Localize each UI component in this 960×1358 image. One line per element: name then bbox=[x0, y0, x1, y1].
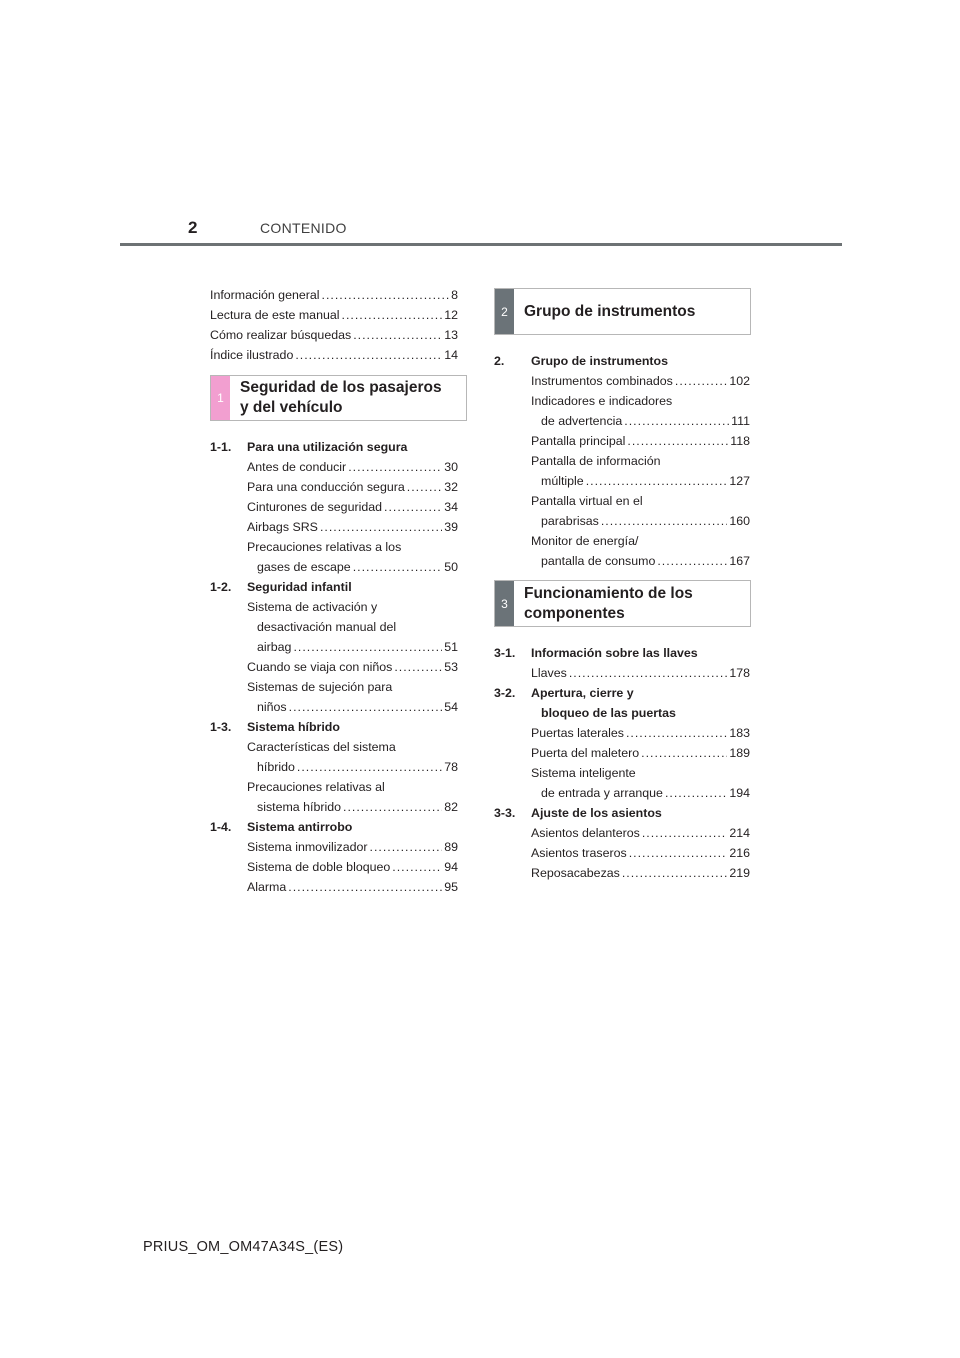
toc-group-1-3 bbox=[210, 717, 458, 817]
toc-entry[interactable]: Pantalla principal ..... 118 bbox=[531, 431, 750, 451]
page-header bbox=[120, 214, 842, 248]
toc-entry[interactable]: Instrumentos combinados ..... 102 bbox=[531, 371, 750, 391]
toc-group-3-1 bbox=[494, 643, 750, 683]
toc-entry[interactable]: Reposacabezas ..... 219 bbox=[531, 863, 750, 883]
document-code: PRIUS_OM_OM47A34S_(ES) bbox=[143, 1239, 344, 1255]
toc-entry[interactable]: Pantalla virtual en el parabrisas ..... 160 bbox=[531, 491, 750, 531]
toc-entry[interactable]: Cuando se viaja con niños ..... 53 bbox=[247, 657, 458, 677]
toc-entry[interactable]: Cinturones de seguridad ..... 34 bbox=[247, 497, 458, 517]
toc-entry[interactable]: Monitor de energía/ pantalla de consumo ..... 167 bbox=[531, 531, 750, 571]
toc-group-3-2 bbox=[494, 683, 750, 803]
toc-entry[interactable]: Cómo realizar búsquedas ..... 13 bbox=[210, 325, 458, 345]
section-tab-2: 2 bbox=[495, 289, 514, 334]
toc-entry[interactable]: Sistemas de sujeción para niños ..... 54 bbox=[247, 677, 458, 717]
toc-entry[interactable]: Asientos delanteros ..... 214 bbox=[531, 823, 750, 843]
section-tab-1: 1 bbox=[211, 376, 230, 420]
toc-entry[interactable]: Sistema inmovilizador ..... 89 bbox=[247, 837, 458, 857]
toc-group-1-2 bbox=[210, 577, 458, 717]
toc-entry[interactable]: Índice ilustrado ..... 14 bbox=[210, 345, 458, 365]
subsection-heading[interactable]: 3-3. Ajuste de los asientos bbox=[494, 806, 662, 820]
toc-entry[interactable]: Lectura de este manual ..... 12 bbox=[210, 305, 458, 325]
section-tab-3: 3 bbox=[495, 581, 514, 626]
subsection-heading[interactable]: 3-2. Apertura, cierre y bloqueo de las puertas bbox=[494, 686, 676, 720]
toc-entry[interactable]: Asientos traseros ..... 216 bbox=[531, 843, 750, 863]
subsection-heading[interactable]: 2. Grupo de instrumentos bbox=[494, 354, 668, 368]
toc-entry[interactable]: Puerta del maletero ..... 189 bbox=[531, 743, 750, 763]
toc-entry[interactable]: Alarma ..... 95 bbox=[247, 877, 458, 897]
toc-entry[interactable]: Precauciones relativas al sistema híbrido ..... 82 bbox=[247, 777, 458, 817]
toc-entry[interactable]: Puertas laterales ..... 183 bbox=[531, 723, 750, 743]
toc-entry[interactable]: Indicadores e indicadores de advertencia ..... 111 bbox=[531, 391, 750, 431]
subsection-heading[interactable]: 1-4. Sistema antirrobo bbox=[210, 820, 353, 834]
section-title-3: Funcionamiento de los componentes bbox=[524, 584, 693, 622]
section-title-1: Seguridad de los pasajeros y del vehículo bbox=[240, 379, 442, 416]
toc-entry[interactable]: Características del sistema híbrido ..... 78 bbox=[247, 737, 458, 777]
toc-entry[interactable]: Antes de conducir ..... 30 bbox=[247, 457, 458, 477]
toc-right-column bbox=[494, 288, 750, 883]
toc-group-1-4 bbox=[210, 817, 458, 897]
toc-entry[interactable]: Para una conducción segura ..... 32 bbox=[247, 477, 458, 497]
subsection-heading[interactable]: 1-2. Seguridad infantil bbox=[210, 580, 352, 594]
header-title: CONTENIDO bbox=[260, 220, 347, 236]
toc-entry[interactable]: Sistema inteligente de entrada y arranque ..... 194 bbox=[531, 763, 750, 803]
toc-entry[interactable]: Información general ..... 8 bbox=[210, 285, 458, 305]
toc-entry[interactable]: Sistema de doble bloqueo ..... 94 bbox=[247, 857, 458, 877]
toc-entry[interactable]: Airbags SRS ..... 39 bbox=[247, 517, 458, 537]
section-title-2: Grupo de instrumentos bbox=[524, 302, 696, 320]
toc-left-column bbox=[210, 285, 458, 897]
toc-entry[interactable]: Llaves ..... 178 bbox=[531, 663, 750, 683]
toc-group-1-1 bbox=[210, 437, 458, 577]
subsection-heading[interactable]: 3-1. Información sobre las llaves bbox=[494, 646, 698, 660]
toc-entry[interactable]: Sistema de activación y desactivación manual del airbag ..... 51 bbox=[247, 597, 458, 657]
section-header-1[interactable] bbox=[210, 375, 467, 421]
toc-group-3-3 bbox=[494, 803, 750, 883]
section-header-3[interactable] bbox=[494, 580, 751, 627]
toc-entry[interactable]: Precauciones relativas a los gases de escape ..... 50 bbox=[247, 537, 458, 577]
header-rule bbox=[120, 243, 842, 246]
subsection-heading[interactable]: 1-1. Para una utilización segura bbox=[210, 440, 408, 454]
page-number: 2 bbox=[188, 218, 198, 237]
subsection-heading[interactable]: 1-3. Sistema híbrido bbox=[210, 720, 340, 734]
intro-list bbox=[210, 285, 458, 365]
toc-entry[interactable]: Pantalla de información múltiple ..... 127 bbox=[531, 451, 750, 491]
section-header-2[interactable] bbox=[494, 288, 751, 335]
toc-group-2 bbox=[494, 351, 750, 571]
